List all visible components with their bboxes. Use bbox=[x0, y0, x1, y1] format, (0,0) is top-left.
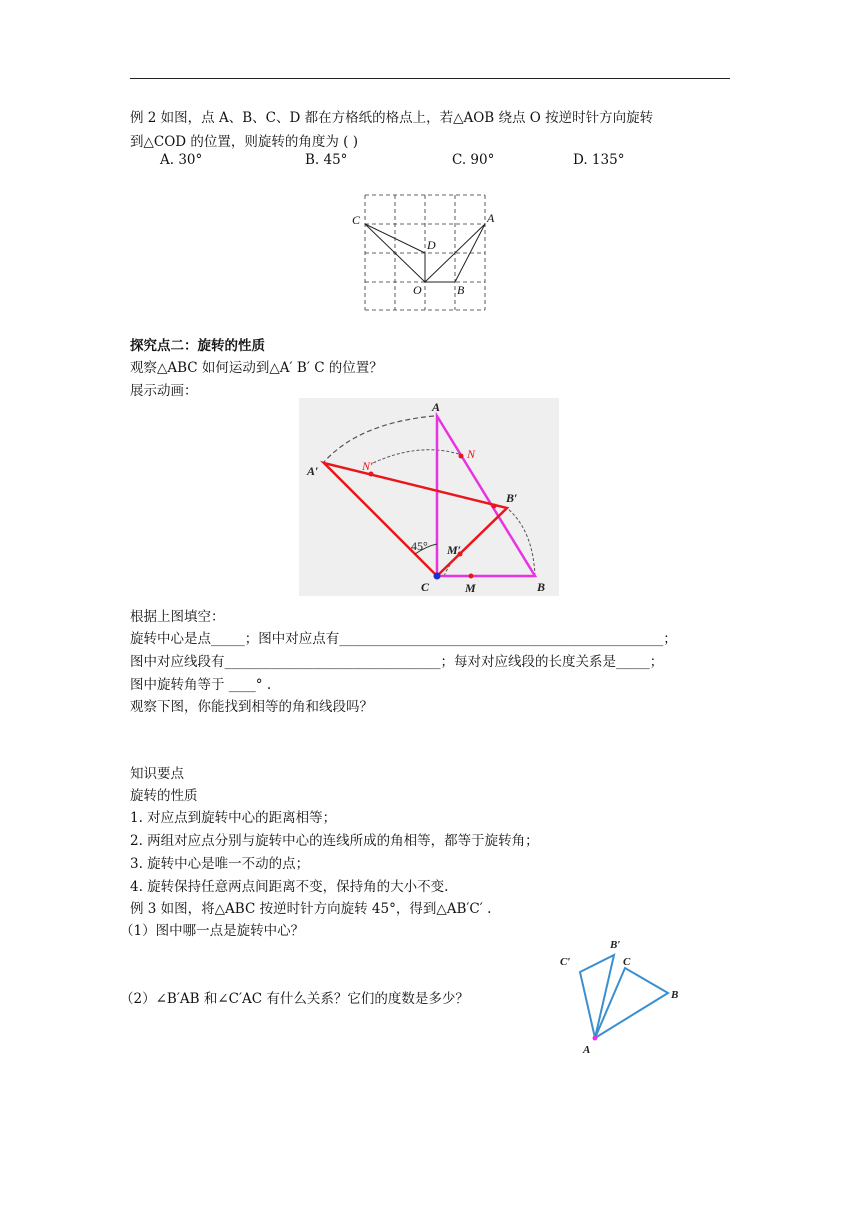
section2-animation: 展示动画： bbox=[130, 383, 198, 399]
example3-line1: 例 3 如图，将△ABC 按逆时针方向旋转 45°，得到△AB′C′ . bbox=[130, 901, 492, 917]
fig-label-angle: 45° bbox=[411, 539, 428, 553]
label-c: C bbox=[352, 213, 361, 227]
example3-q1: （1）图中哪一点是旋转中心？ bbox=[120, 923, 305, 939]
option-d: D. 135° bbox=[573, 152, 625, 168]
fig-label-b-prime: B′ bbox=[506, 491, 518, 505]
ex3-label-a: A bbox=[583, 1044, 591, 1056]
option-a: A. 30° bbox=[160, 152, 203, 168]
fill-intro: 根据上图填空： bbox=[130, 609, 225, 625]
knowledge-title: 知识要点 bbox=[130, 766, 184, 782]
ex3-label-c-prime: C′ bbox=[560, 956, 571, 968]
fill-line4: 观察下图，你能找到相等的角和线段吗？ bbox=[130, 699, 373, 715]
example2-line2: 到△COD 的位置，则旋转的角度为 ( ) bbox=[130, 134, 359, 150]
ex3-label-b-prime: B′ bbox=[610, 939, 621, 951]
label-o: O bbox=[413, 283, 422, 297]
fill-line1: 旋转中心是点_____；图中对应点有________________________________________________； bbox=[130, 631, 677, 647]
fig-label-a-prime: A′ bbox=[307, 464, 319, 478]
label-d: D bbox=[427, 238, 436, 252]
knowledge-subtitle: 旋转的性质 bbox=[130, 788, 198, 804]
fill-line2: 图中对应线段有________________________________；每对对应线段的长度关系是_____； bbox=[130, 654, 664, 670]
fig-label-m: M bbox=[465, 581, 476, 595]
example3-figure bbox=[550, 935, 690, 1060]
knowledge-item-4: 4. 旋转保持任意两点间距离不变，保持角的大小不变. bbox=[130, 879, 449, 895]
example3-q2: （2）∠B′AB 和∠C′AC 有什么关系？它们的度数是多少？ bbox=[120, 991, 469, 1007]
fig-label-n-prime: N′ bbox=[362, 459, 373, 473]
label-b: B bbox=[457, 283, 465, 297]
option-c: C. 90° bbox=[452, 152, 495, 168]
knowledge-item-3: 3. 旋转中心是唯一不动的点； bbox=[130, 856, 310, 872]
example2-line1: 例 2 如图，点 A、B、C、D 都在方格纸的格点上，若△AOB 绕点 O 按逆时针方向旋转 bbox=[130, 110, 654, 126]
rotation-figure bbox=[299, 398, 559, 596]
fig-label-b: B bbox=[537, 580, 546, 594]
ex3-label-c: C bbox=[623, 956, 631, 968]
fig-label-n: N bbox=[467, 447, 476, 461]
label-a: A bbox=[487, 211, 495, 225]
fig-label-c: C bbox=[421, 580, 430, 594]
fig-label-m-prime: M′ bbox=[447, 543, 462, 557]
fill-line3: 图中旋转角等于 ____° . bbox=[130, 677, 272, 693]
knowledge-item-1: 1. 对应点到旋转中心的距离相等； bbox=[130, 810, 337, 826]
option-b: B. 45° bbox=[305, 152, 348, 168]
section2-observe: 观察△ABC 如何运动到△A′ B′ C 的位置？ bbox=[130, 360, 383, 376]
grid-figure bbox=[350, 190, 500, 315]
fig-label-a: A bbox=[432, 400, 441, 414]
knowledge-item-2: 2. 两组对应点分别与旋转中心的连线所成的角相等，都等于旋转角； bbox=[130, 833, 539, 849]
ex3-label-b: B bbox=[671, 989, 679, 1001]
top-rule bbox=[130, 78, 730, 79]
section2-heading: 探究点二：旋转的性质 bbox=[130, 338, 265, 354]
